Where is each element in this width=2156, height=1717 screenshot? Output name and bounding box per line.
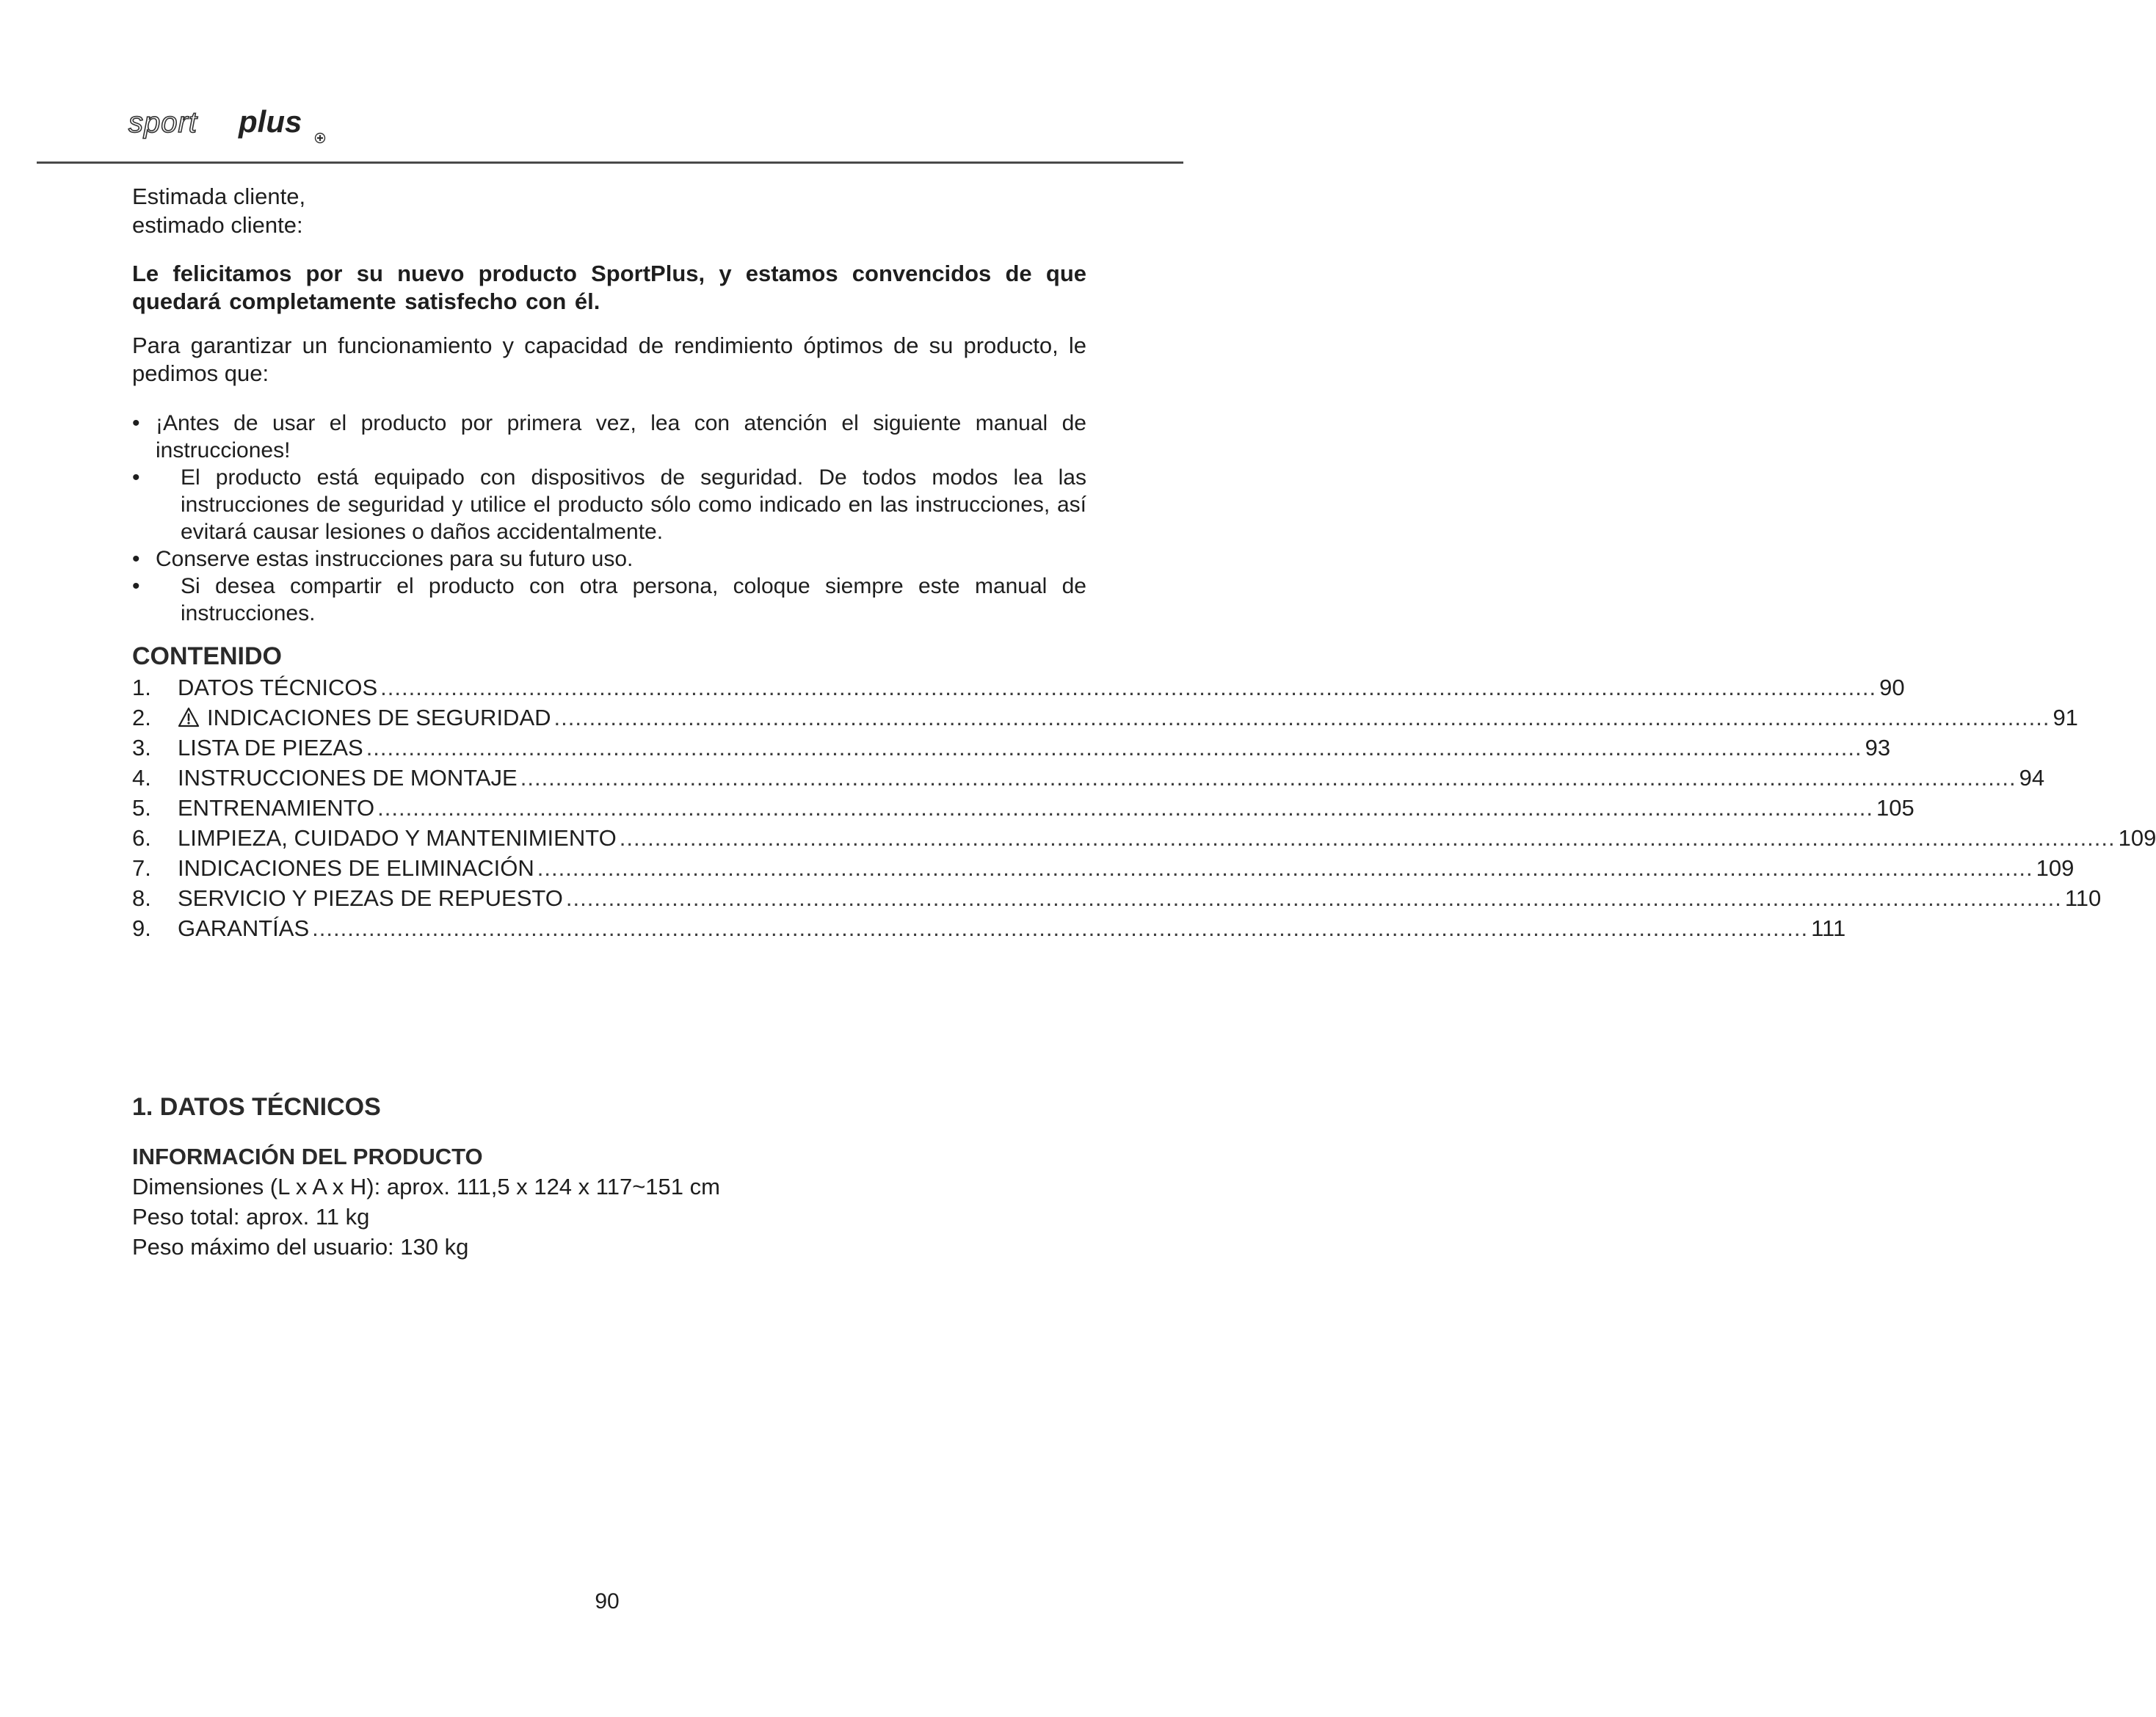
toc-entry[interactable] xyxy=(132,913,1846,943)
toc-leader: .................................................................................................................................................................................................................... xyxy=(553,705,2050,730)
toc-label: DATOS TÉCNICOS xyxy=(178,675,378,700)
toc-page: 110 xyxy=(2064,885,2102,911)
sportplus-logo xyxy=(128,103,349,147)
toc-entry[interactable] xyxy=(132,793,1914,823)
spec-dimensions: Dimensiones (L x A x H): aprox. 111,5 x 124 x 117~151 cm xyxy=(132,1174,720,1199)
instruction-list xyxy=(132,410,1086,627)
greeting xyxy=(132,182,1086,239)
bullet-icon: • xyxy=(132,411,140,435)
toc-label-with-icon xyxy=(178,703,551,733)
sportplus-logo-icon xyxy=(128,103,349,147)
toc-number: 7. xyxy=(132,855,151,881)
toc-page: 105 xyxy=(1876,795,1914,821)
svg-text:sport: sport xyxy=(128,106,197,139)
toc-entry[interactable] xyxy=(132,703,2078,733)
toc-leader: .................................................................................................................................................................................................................... xyxy=(312,915,1809,941)
greeting-line-2: estimado cliente: xyxy=(132,212,303,238)
spec-max-user-weight: Peso máximo del usuario: 130 kg xyxy=(132,1234,469,1260)
svg-text:plus: plus xyxy=(239,104,302,139)
list-item xyxy=(132,410,1086,464)
toc-number: 3. xyxy=(132,735,151,761)
toc-entry[interactable] xyxy=(132,733,1891,763)
intro-section xyxy=(132,182,2156,943)
list-item-text: Conserve estas instrucciones para su futuro uso. xyxy=(156,547,634,571)
toc-entry[interactable] xyxy=(132,672,1905,703)
intro-paragraph: Para garantizar un funcionamiento y capacidad de rendimiento óptimos de su producto, le pedimos que: xyxy=(132,333,1086,386)
toc-number: 8. xyxy=(132,885,151,911)
toc-number: 9. xyxy=(132,915,151,941)
toc-page: 94 xyxy=(2019,765,2045,791)
toc-page: 93 xyxy=(1865,735,1891,761)
toc-leader: .................................................................................................................................................................................................................... xyxy=(380,675,1877,700)
toc-number: 2. xyxy=(132,705,151,730)
toc-label: ENTRENAMIENTO xyxy=(178,795,375,821)
list-item xyxy=(132,573,1086,627)
toc-leader: .................................................................................................................................................................................................................... xyxy=(565,885,2062,911)
header-divider xyxy=(37,161,1183,164)
toc-number: 1. xyxy=(132,675,151,700)
toc-label: INDICACIONES DE SEGURIDAD xyxy=(207,705,551,730)
toc-leader: .................................................................................................................................................................................................................... xyxy=(377,795,1874,821)
toc-label: SERVICIO Y PIEZAS DE REPUESTO xyxy=(178,885,563,911)
section-title: 1. DATOS TÉCNICOS xyxy=(132,1093,381,1121)
toc-entry[interactable] xyxy=(132,883,2102,913)
spec-total-weight: Peso total: aprox. 11 kg xyxy=(132,1204,370,1230)
bullet-icon: • xyxy=(132,465,140,490)
toc-number: 5. xyxy=(132,795,151,821)
list-item-text: ¡Antes de usar el producto por primera vez, lea con atención el siguiente manual de instrucciones! xyxy=(156,411,1086,462)
toc-page: 111 xyxy=(1811,915,1846,941)
toc-entry[interactable] xyxy=(132,853,2075,883)
toc-page: 90 xyxy=(1879,675,1905,700)
toc-leader: .................................................................................................................................................................................................................... xyxy=(537,855,2033,881)
toc-label: LISTA DE PIEZAS xyxy=(178,735,363,761)
product-info-heading: INFORMACIÓN DEL PRODUCTO xyxy=(132,1144,483,1169)
toc-number: 4. xyxy=(132,765,151,791)
list-item-text: El producto está equipado con dispositivos de seguridad. De todos modos lea las instrucciones de seguridad y utilice el producto sólo como indicado en las instrucciones, así evitará causar lesiones o daños accidentalmente. xyxy=(181,465,1086,544)
toc-label: INDICACIONES DE ELIMINACIÓN xyxy=(178,855,534,881)
warning-triangle-icon xyxy=(178,707,200,727)
toc-leader: .................................................................................................................................................................................................................... xyxy=(619,825,2116,851)
toc-page: 109 xyxy=(2036,855,2075,881)
list-item xyxy=(132,545,1086,573)
bullet-icon: • xyxy=(132,547,140,571)
toc-label: INSTRUCCIONES DE MONTAJE xyxy=(178,765,518,791)
toc-number: 6. xyxy=(132,825,151,851)
list-item-text: Si desea compartir el producto con otra persona, coloque siempre este manual de instrucciones. xyxy=(181,574,1086,625)
toc-leader: .................................................................................................................................................................................................................... xyxy=(520,765,2017,791)
toc-entry[interactable] xyxy=(132,823,2156,853)
table-of-contents xyxy=(132,672,2156,943)
page-number: 90 xyxy=(595,1589,620,1613)
toc-page: 91 xyxy=(2052,705,2078,730)
toc-page: 109 xyxy=(2118,825,2156,851)
list-item xyxy=(132,464,1086,545)
toc-entry[interactable] xyxy=(132,763,2045,793)
product-info xyxy=(132,1142,1086,1262)
toc-leader: .................................................................................................................................................................................................................... xyxy=(366,735,1862,761)
toc-label: GARANTÍAS xyxy=(178,915,310,941)
lead-paragraph: Le felicitamos por su nuevo producto SportPlus, y estamos convencidos de que quedará completamente satisfecho con él. xyxy=(132,261,1086,314)
toc-title: CONTENIDO xyxy=(132,642,282,670)
bullet-icon: • xyxy=(132,574,140,598)
greeting-line-1: Estimada cliente, xyxy=(132,184,306,209)
toc-label: LIMPIEZA, CUIDADO Y MANTENIMIENTO xyxy=(178,825,617,851)
